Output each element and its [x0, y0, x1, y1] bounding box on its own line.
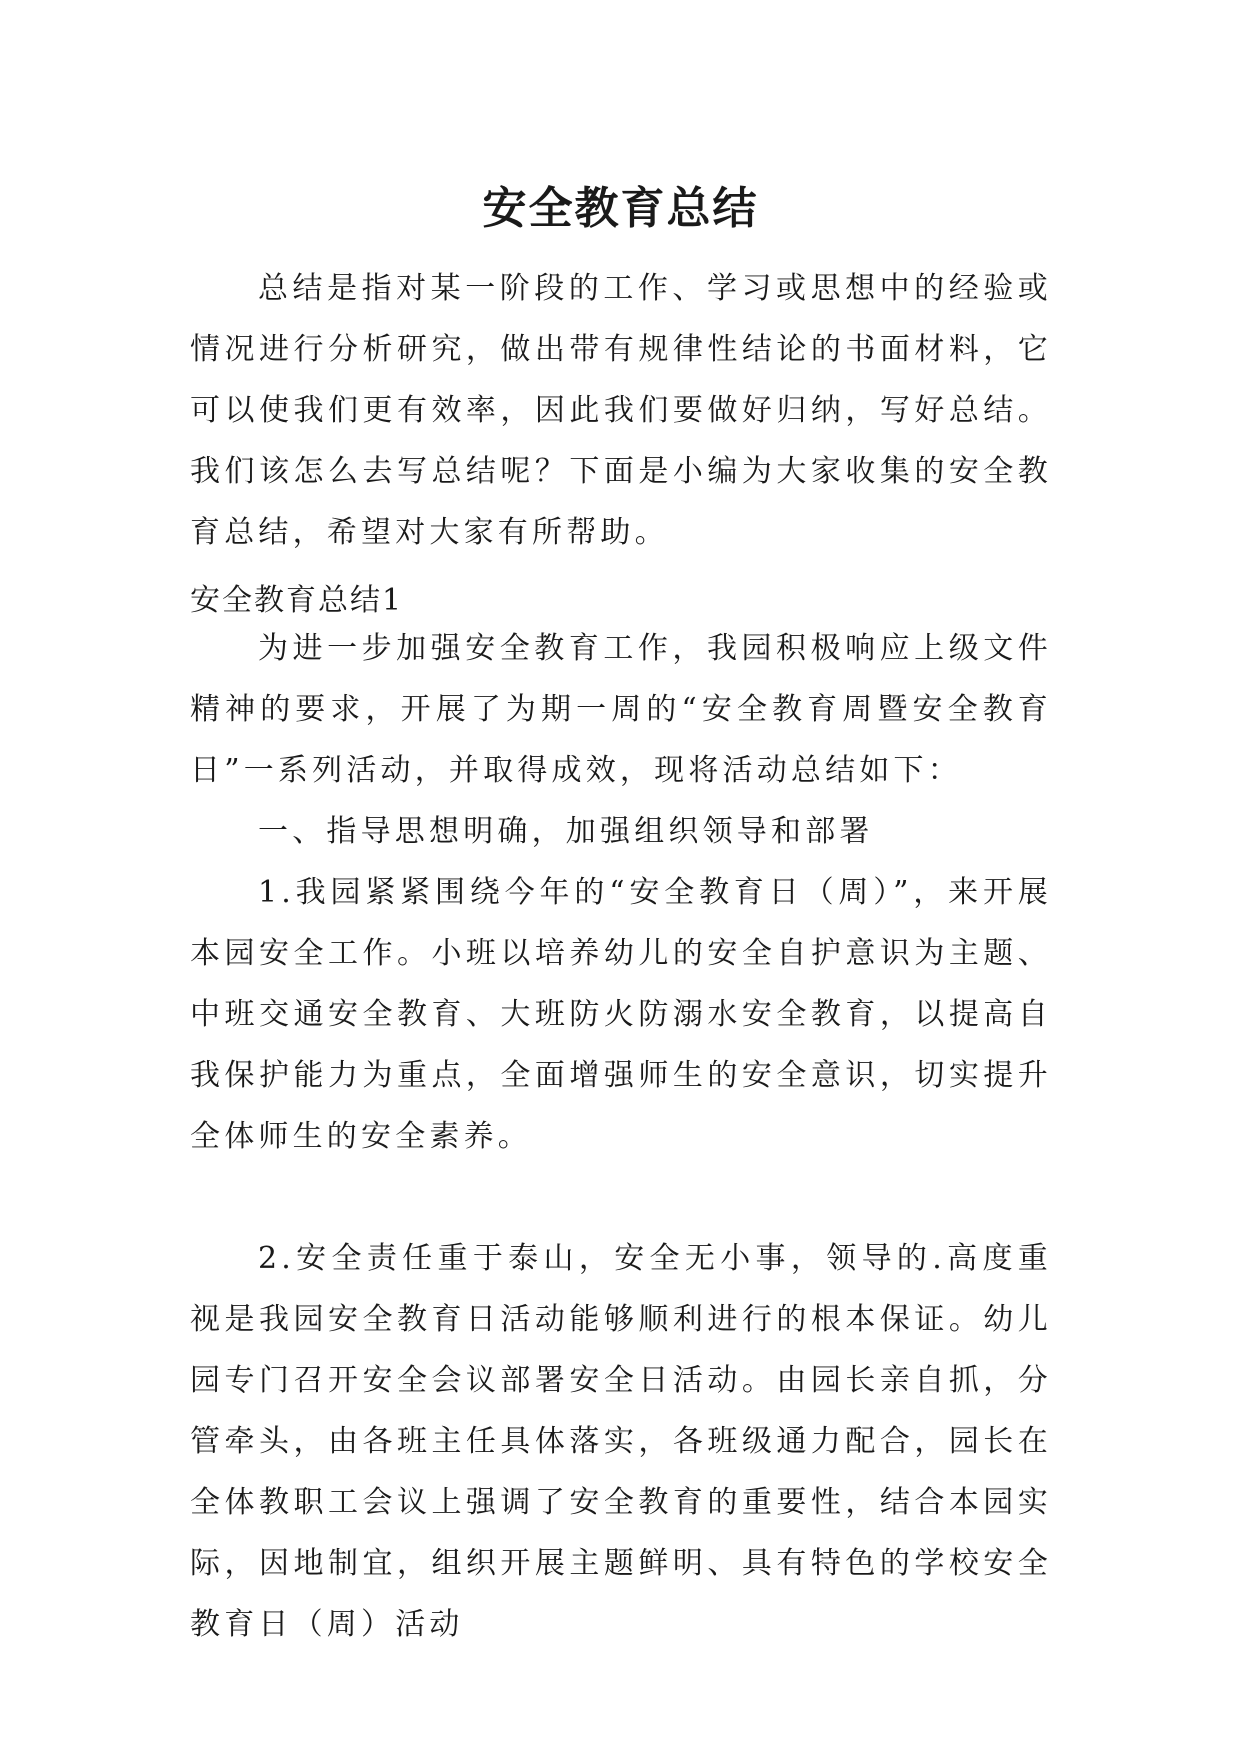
subheading-1: 一、指导思想明确，加强组织领导和部署: [258, 814, 874, 849]
paragraph-3: 2.安全责任重于泰山，安全无小事，领导的.高度重视是我园安全教育日活动能够顺利进行的根本保证。幼儿园专门召开安全会议部署安全日活动。由园长亲自抓，分管牵头，由各班主任具体落实，各班级通力配合，园长在全体教职工会议上强调了安全教育的重要性，结合本园实际，因地制宜，组织开展主题鲜明、具有特色的学校安全教育日（周）活动: [190, 1241, 1052, 1642]
document-title: 安全教育总结: [482, 183, 759, 235]
paragraph-1: 为进一步加强安全教育工作，我园积极响应上级文件精神的要求，开展了为期一周的“安全教育周暨安全教育日”一系列活动，并取得成效，现将活动总结如下：: [190, 631, 1052, 788]
section-heading: 安全教育总结1: [190, 583, 404, 618]
intro-paragraph: 总结是指对某一阶段的工作、学习或思想中的经验或情况进行分析研究，做出带有规律性结论的书面材料，它可以使我们更有效率，因此我们要做好归纳，写好总结。我们该怎么去写总结呢？下面是小编为大家收集的安全教育总结，希望对大家有所帮助。: [190, 271, 1052, 550]
paragraph-2: 1.我园紧紧围绕今年的“安全教育日（周）”，来开展本园安全工作。小班以培养幼儿的安全自护意识为主题、中班交通安全教育、大班防火防溺水安全教育，以提高自我保护能力为重点，全面增强师生的安全意识，切实提升全体师生的安全素养。: [190, 875, 1052, 1154]
